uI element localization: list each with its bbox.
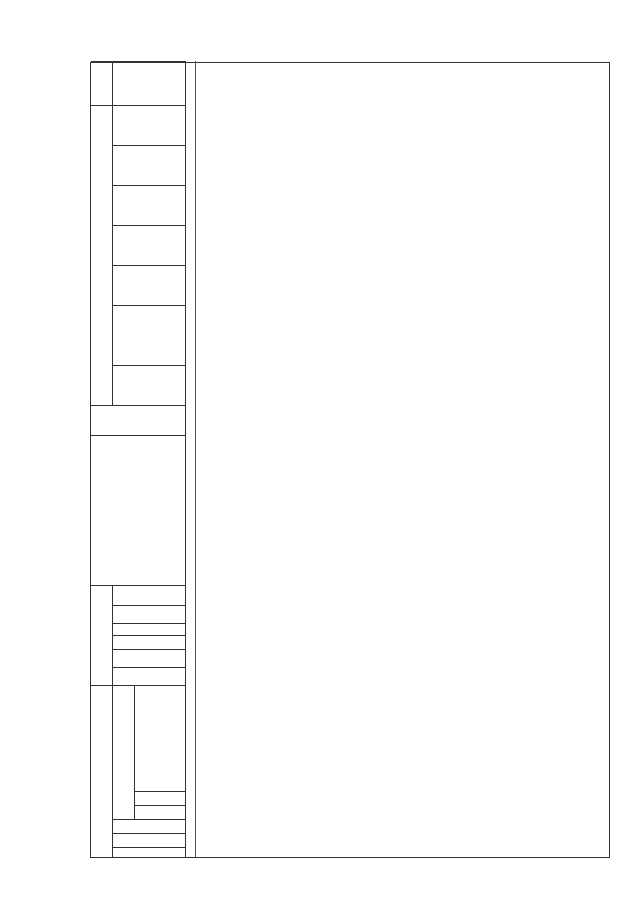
header-subprogram: [135, 791, 186, 805]
program-table: [90, 62, 610, 858]
header-target-article: [113, 685, 135, 819]
header-measure: [113, 605, 186, 623]
column-numbers-row: [186, 61, 196, 857]
header-2019: [113, 185, 186, 225]
header-indicator-no: [113, 585, 186, 605]
header-name: [91, 435, 186, 585]
header-2015: [113, 365, 186, 405]
header-section: [113, 833, 186, 847]
rotated-table-frame: [90, 62, 610, 858]
header-unit: [91, 405, 186, 435]
header-value: [113, 61, 186, 105]
header-2020: [113, 145, 186, 185]
header-2017: [113, 265, 186, 305]
header-2018: [113, 225, 186, 265]
header-goal: [113, 649, 186, 667]
header-final: [91, 61, 113, 105]
header-subsection: [113, 819, 186, 833]
header-direction: [135, 685, 186, 791]
header-years: [91, 105, 113, 405]
header-budget-codes: [91, 685, 113, 857]
header-2021: [113, 105, 186, 145]
header-program: [135, 805, 186, 819]
header-subprogram-2: [113, 635, 186, 649]
header-task: [113, 623, 186, 635]
header-2016: [113, 305, 186, 365]
header-admin: [113, 847, 186, 857]
header-analytic-code: [91, 585, 113, 685]
header-program-2: [113, 667, 186, 685]
